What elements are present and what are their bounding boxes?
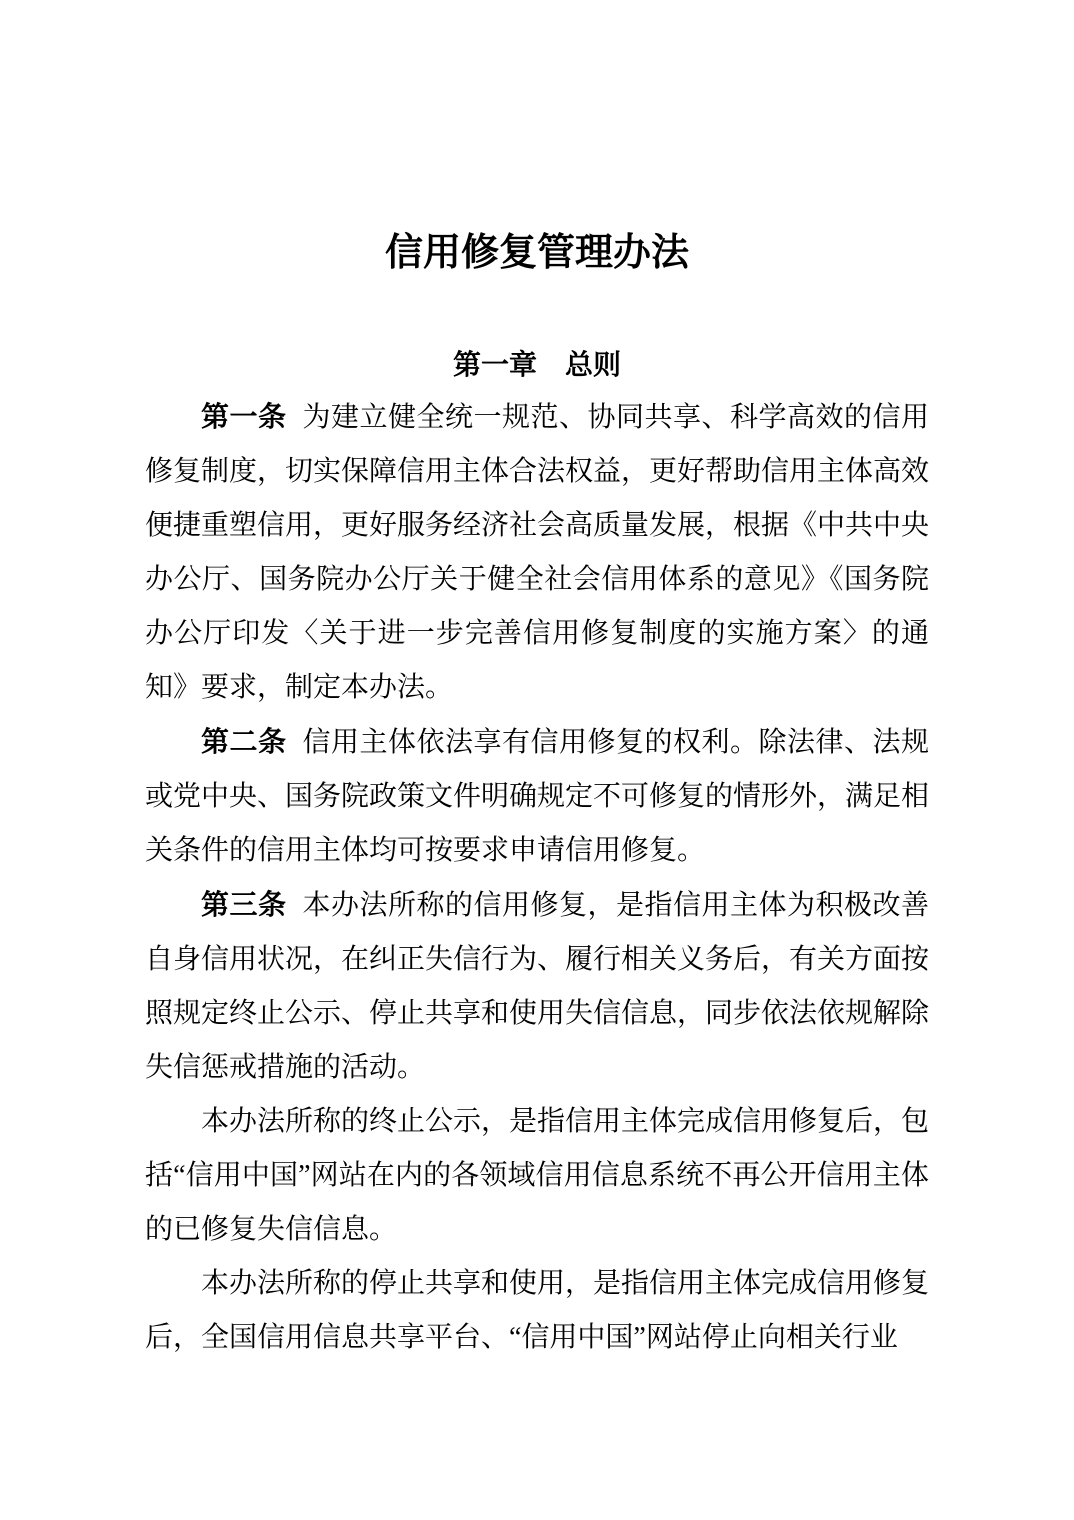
article-paragraph-4 xyxy=(145,1095,929,1257)
paragraph-text: 信用主体依法享有信用修复的权利。除法律、法规或党中央、国务院政策文件明确规定不可修复的情形外，满足相关条件的信用主体均可按要求申请信用修复。 xyxy=(145,727,930,866)
article-number-label: 第一条 xyxy=(201,401,287,432)
article-paragraph-3 xyxy=(145,878,929,1095)
article-paragraph-5 xyxy=(145,1257,929,1365)
paragraph-text: 为建立健全统一规范、协同共享、科学高效的信用修复制度，切实保障信用主体合法权益，更好帮助信用主体高效便捷重塑信用，更好服务经济社会高质量发展，根据《中共中央办公厅、国务院办公厅关于健全社会信用体系的意见》《国务院办公厅印发〈关于进一步完善信用修复制度的实施方案〉的通知》要求，制定本办法。 xyxy=(145,402,930,703)
chapter-heading xyxy=(0,349,1074,381)
paragraph-text: 本办法所称的信用修复，是指信用主体为积极改善自身信用状况，在纠正失信行为、履行相关义务后，有关方面按照规定终止公示、停止共享和使用失信信息，同步依法依规解除失信惩戒措施的活动。 xyxy=(145,890,930,1083)
chapter-number: 第一章 xyxy=(452,349,537,380)
document-body xyxy=(145,390,929,1365)
paragraph-text: 本办法所称的终止公示，是指信用主体完成信用修复后，包括“信用中国”网站在内的各领域信用信息系统不再公开信用主体的已修复失信信息。 xyxy=(145,1106,930,1245)
document-title: 信用修复管理办法 xyxy=(384,232,689,274)
article-number-label: 第二条 xyxy=(201,726,287,757)
chapter-title: 总则 xyxy=(565,349,622,380)
article-number-label: 第三条 xyxy=(201,889,287,920)
article-paragraph-1 xyxy=(145,390,929,715)
article-paragraph-2 xyxy=(145,715,929,878)
paragraph-text: 本办法所称的停止共享和使用，是指信用主体完成信用修复后，全国信用信息共享平台、“信用中国”网站停止向相关行业 xyxy=(145,1268,930,1353)
